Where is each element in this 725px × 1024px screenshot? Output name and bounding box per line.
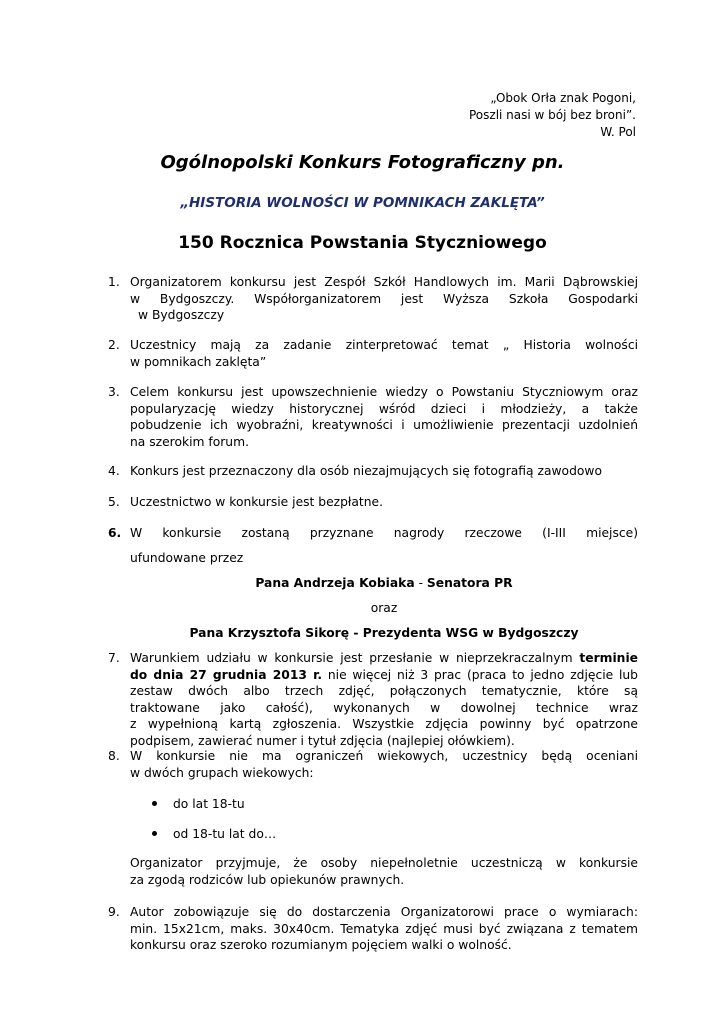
item-text: za zgodą rodziców lub opiekunów prawnych. (130, 872, 405, 887)
item-number: 9. (108, 905, 120, 919)
anniversary-heading: 150 Rocznica Powstania Styczniowego (178, 233, 547, 253)
item-text-part: nie więcej niż 3 prac (praca to jedno zdjęcie lub (322, 667, 638, 682)
bullet-icon (152, 801, 157, 806)
sponsor-conjunction: oraz (370, 601, 398, 615)
item-text (130, 650, 638, 667)
sponsor-separator: - (414, 576, 427, 590)
sponsor-line: Pana Krzysztofa Sikorę - Prezydenta WSG w Bydgoszczy (189, 626, 579, 640)
list-item (108, 525, 638, 566)
item-number: 7. (108, 651, 120, 665)
list-item (108, 494, 638, 511)
item-number: 3. (108, 385, 120, 399)
item-text (130, 667, 638, 684)
item-text: podpisem, zawierać numer i tytuł zdjęcia (najlepiej ołówkiem). (130, 733, 515, 748)
item-text: W konkursie zostaną przyznane nagrody rzeczowe (I-III miejsce) (130, 526, 638, 540)
item-text: Autor zobowiązuje się do dostarczenia Organizatorowi prace o wymiarach: (130, 905, 638, 919)
contest-subtitle: „HISTORIA WOLNOŚCI W POMNIKACH ZAKLĘTA” (180, 195, 545, 211)
item-text: Uczestnictwo w konkursie jest bezpłatne. (130, 495, 384, 509)
item-text: min. 15x21cm, maks. 30x40cm. Tematyka zdjęć musi być związana z tematem (130, 921, 638, 936)
epigraph-author: W. Pol (600, 125, 636, 139)
item-text: na szerokim forum. (130, 434, 249, 449)
page-title: Ogólnopolski Konkurs Fotograficzny pn. (160, 152, 565, 173)
item-text: w Bydgoszczy (138, 308, 225, 322)
item-text: ufundowane przez (130, 550, 244, 565)
item-text: popularyzację wiedzy historycznej wśród dzieci i młodzieży, a także (130, 401, 638, 416)
item-text: Organizator przyjmuje, że osoby niepełnoletnie uczestniczą w konkursie (130, 856, 638, 870)
guardian-consent-note (108, 855, 638, 888)
item-text: konkursu oraz szeroko rozumianym pojęciem walki o wolność. (130, 938, 512, 952)
age-group-list (108, 796, 638, 842)
list-item (108, 274, 638, 324)
item-number: 5. (108, 495, 120, 509)
item-text-part: Warunkiem udziału w konkursie jest przesłanie w nieprzekraczalnym (130, 651, 580, 665)
item-text: traktowane jako całość), wykonanych w dowolnej technice wraz (130, 700, 638, 715)
epigraph-line: „Obok Orła znak Pogoni, (490, 91, 636, 105)
age-group-label: do lat 18-tu (173, 797, 245, 811)
list-item (108, 337, 638, 370)
item-text: Uczestnicy mają za zadanie zinterpretować temat „ Historia wolności (130, 338, 638, 352)
item-text: Organizatorem konkursu jest Zespół Szkół Handlowych im. Marii Dąbrowskiej (130, 275, 638, 289)
list-item (108, 904, 638, 954)
epigraph (469, 90, 636, 141)
item-text: w dwóch grupach wiekowych: (130, 765, 314, 780)
item-text: Konkurs jest przeznaczony dla osób niezajmujących się fotografią zawodowo (130, 464, 602, 478)
sponsor-line (108, 576, 660, 590)
bullet-icon (152, 831, 157, 836)
sponsor-name: Pana Andrzeja Kobiaka (255, 576, 415, 590)
list-item (130, 826, 638, 842)
item-text: zestaw dwóch albo trzech zdjęć, połączonych tematycznie, które są (130, 684, 638, 698)
item-number: 6. (108, 526, 122, 540)
list-item (108, 748, 638, 781)
list-item (108, 463, 638, 480)
item-number: 2. (108, 338, 120, 352)
item-text: w pomnikach zaklęta” (130, 354, 267, 369)
item-text: w Bydgoszczy. Współorganizatorem jest Wyższa Szkoła Gospodarki (130, 291, 638, 306)
item-text: z wypełnioną kartą zgłoszenia. Wszystkie zdjęcia powinny być opatrzone (130, 717, 638, 731)
deadline-label: terminie (579, 651, 638, 665)
epigraph-line: Poszli nasi w bój bez broni”. (469, 108, 636, 122)
item-text: pobudzenie ich wyobraźni, kreatywności i umożliwienie prezentacji uzdolnień (130, 418, 638, 432)
list-item (108, 384, 638, 450)
age-group-label: od 18-tu lat do… (173, 827, 277, 841)
list-item (108, 650, 638, 749)
deadline-date: do dnia 27 grudnia 2013 r. (130, 667, 323, 682)
item-number: 4. (108, 464, 120, 478)
list-item (130, 796, 638, 812)
item-number: 8. (108, 749, 120, 763)
item-text: Celem konkursu jest upowszechnienie wiedzy o Powstaniu Styczniowym oraz (130, 385, 638, 399)
item-number: 1. (108, 275, 120, 289)
sponsor-title: Senatora PR (426, 576, 513, 590)
item-text: W konkursie nie ma ograniczeń wiekowych, uczestnicy będą oceniani (130, 749, 638, 763)
